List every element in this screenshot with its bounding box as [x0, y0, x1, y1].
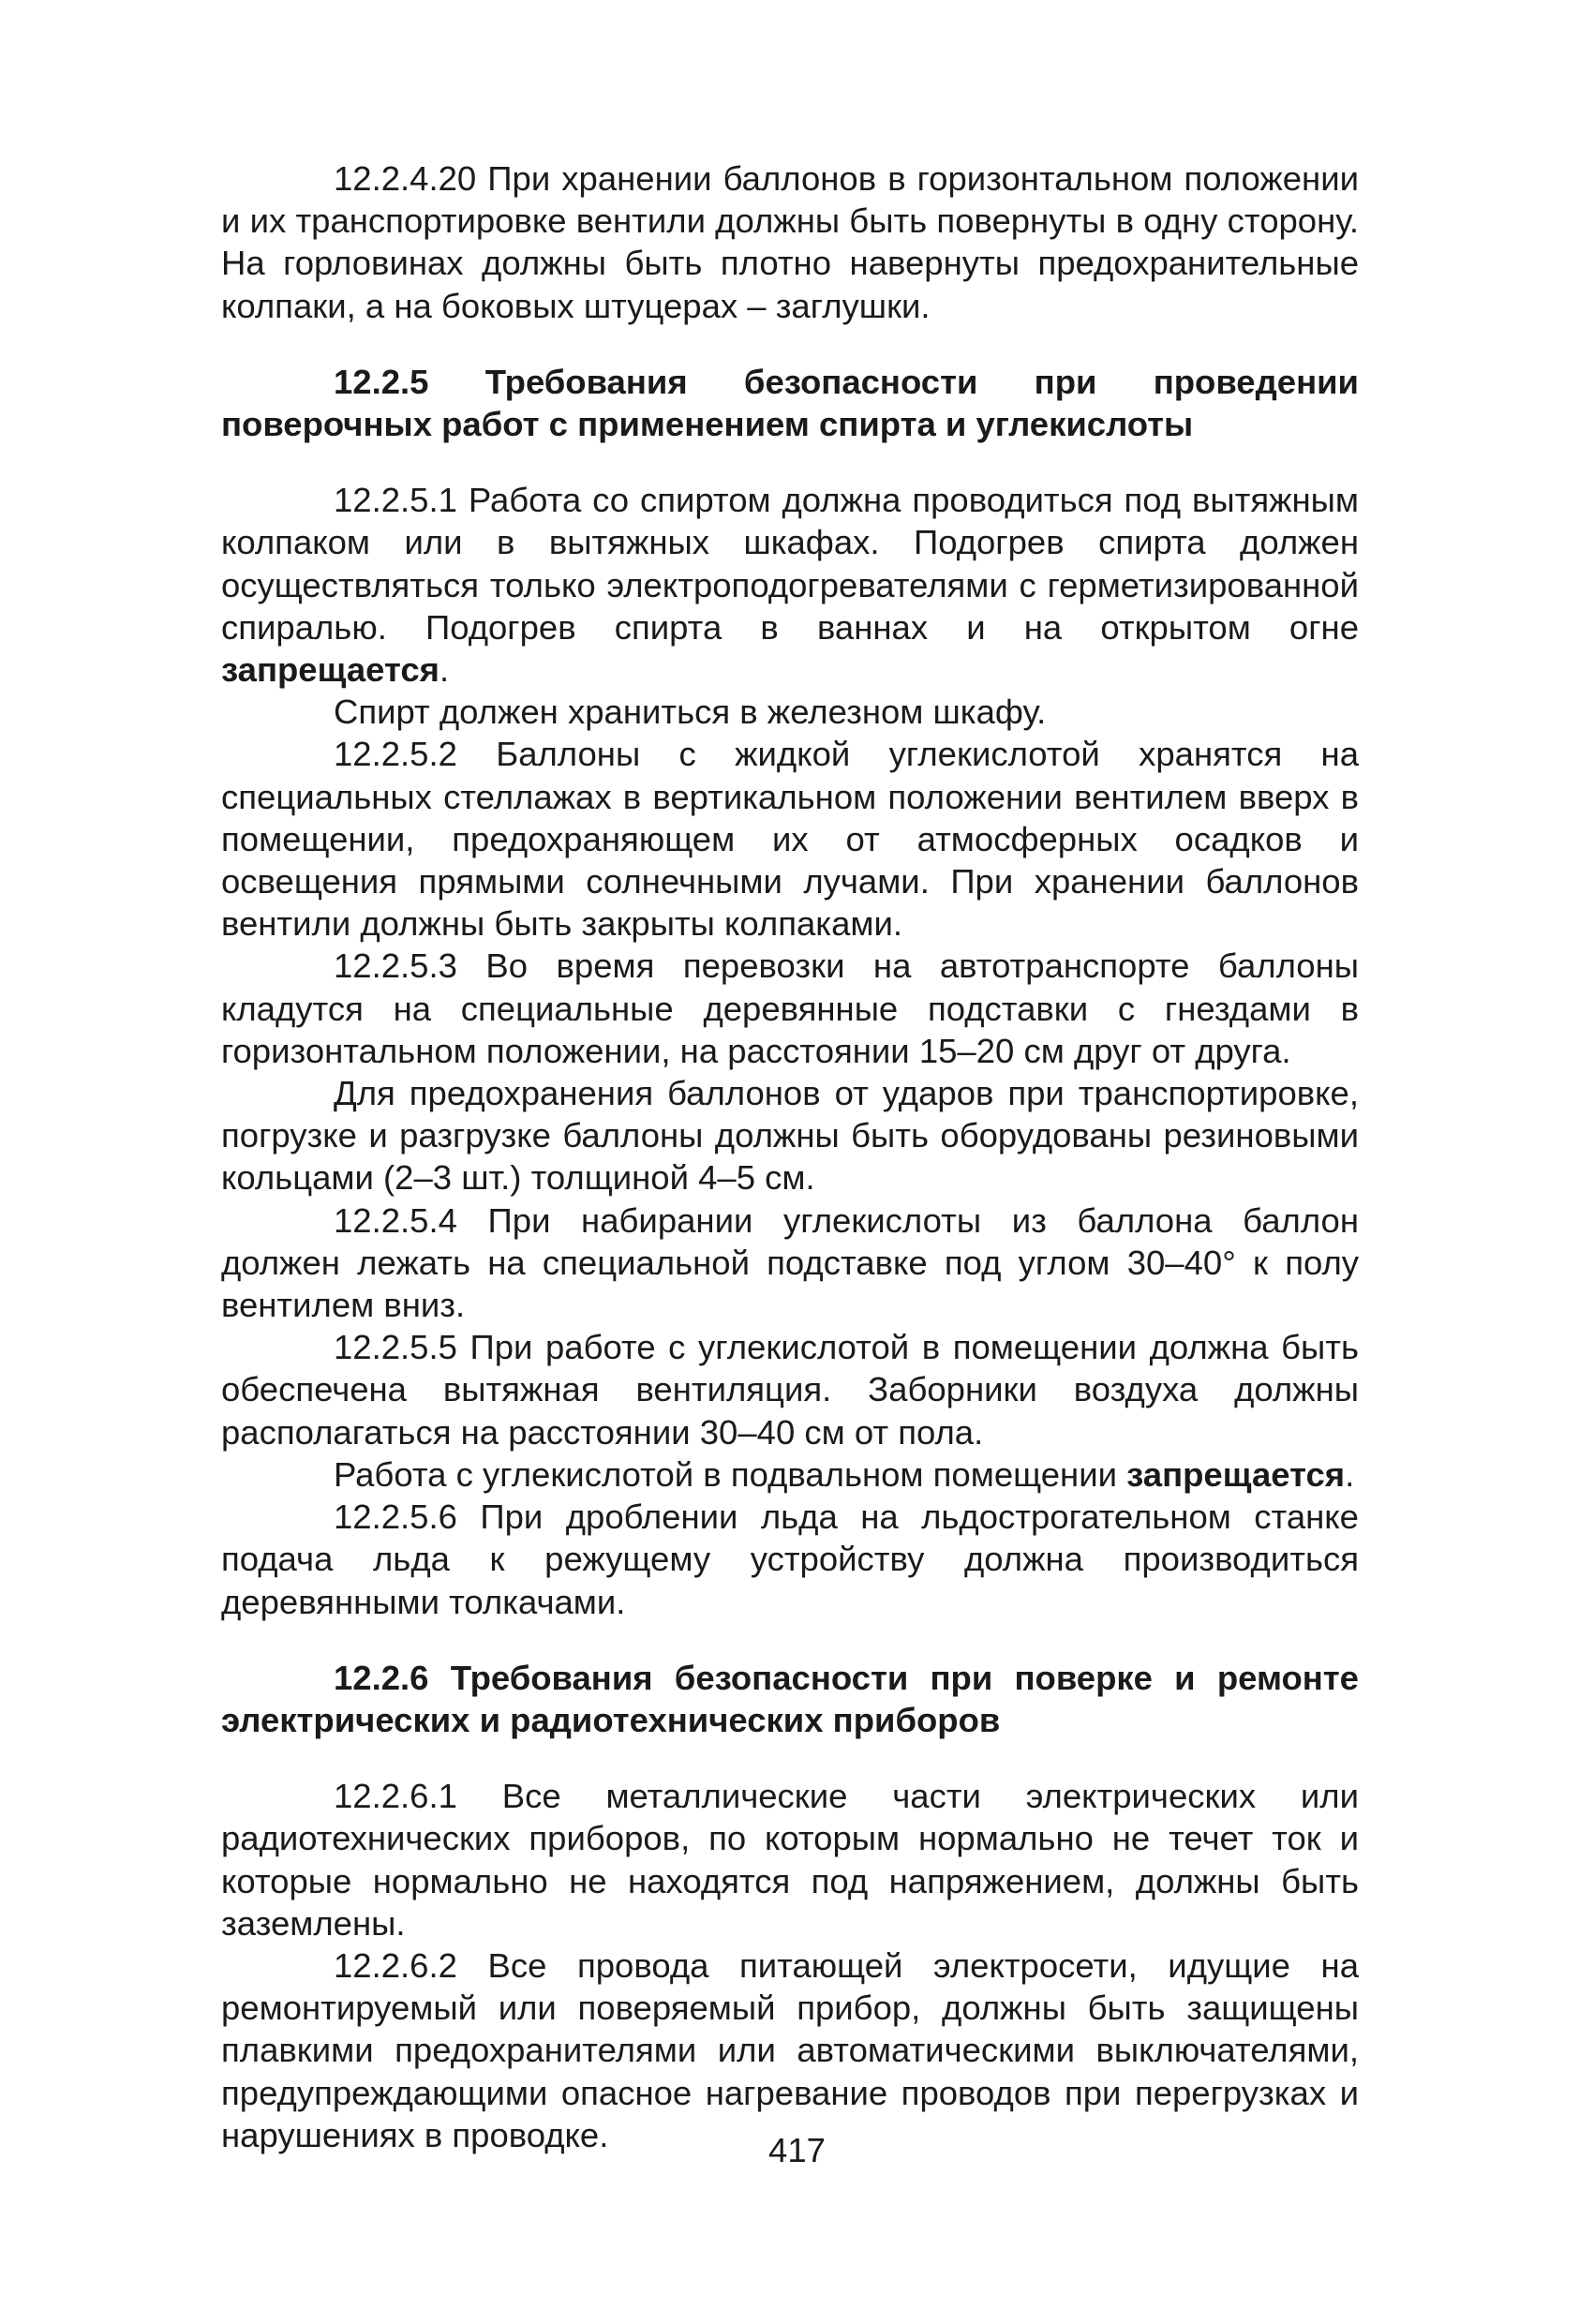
paragraph-end: .: [439, 650, 450, 690]
emphasis-prohibited: запрещается: [221, 650, 439, 690]
page-number: 417: [768, 2131, 826, 2169]
paragraph-12-2-5-6: 12.2.5.6 При дроблении льда на льдострогательном станке подача льда к режущему устройству должна производиться деревянными толкачами.: [221, 1497, 1359, 1621]
paragraph-text: Работа с углекислотой в подвальном помещении: [334, 1454, 1127, 1494]
paragraph-12-2-5-3: 12.2.5.3 Во время перевозки на автотранспорте баллоны кладутся на специальные деревянные подставки с гнездами в горизонтальном положении, на расстоянии 15–20 см друг от друга.: [221, 946, 1359, 1070]
emphasis-prohibited: запрещается: [1126, 1454, 1346, 1494]
page-body: [221, 157, 1359, 2156]
paragraph-12-2-5-1: [221, 479, 1359, 691]
paragraph-end: .: [1345, 1454, 1355, 1494]
paragraph-basement: [221, 1453, 1359, 1496]
paragraph-12-2-4-20: 12.2.4.20 При хранении баллонов в горизонтальном положении и их транспортировке вентили должны быть повернуты в одну сторону. На горловинах должны быть плотно навернуты предохранительные колпаки, а на боковых штуцерах – заглушки.: [221, 159, 1359, 325]
paragraph-spirit-storage: Спирт должен храниться в железном шкафу.: [334, 693, 1047, 732]
section-heading-12-2-6: 12.2.6 Требования безопасности при поверке и ремонте электрических и радиотехнических приборов: [221, 1658, 1359, 1739]
paragraph-text: 12.2.5.1 Работа со спиртом должна проводиться под вытяжным колпаком или в вытяжных шкафах. Подогрев спирта должен осуществляться только электроподогревателями с герметизированной спиралью. Подогрев спирта в ваннах и на открытом огне: [221, 481, 1359, 647]
paragraph-12-2-6-1: 12.2.6.1 Все металлические части электрических или радиотехнических приборов, по которым нормально не течет ток и которые нормально не находятся под напряжением, должны быть заземлены.: [221, 1777, 1359, 1943]
paragraph-12-2-5-2: 12.2.5.2 Баллоны с жидкой углекислотой хранятся на специальных стеллажах в вертикальном положении вентилем вверх в помещении, предохраняющем их от атмосферных осадков и освещения прямыми солнечными лучами. При хранении баллонов вентили должны быть закрыты колпаками.: [221, 735, 1359, 944]
paragraph-protection: Для предохранения баллонов от ударов при транспортировке, погрузке и разгрузке баллоны должны быть оборудованы резиновыми кольцами (2–3 шт.) толщиной 4–5 см.: [221, 1074, 1359, 1198]
section-heading-12-2-5: 12.2.5 Требования безопасности при проведении поверочных работ с применением спирта и углекислоты: [221, 362, 1359, 444]
paragraph-12-2-5-5: 12.2.5.5 При работе с углекислотой в помещении должна быть обеспечена вытяжная вентиляция. Заборники воздуха должны располагаться на расстоянии 30–40 см от пола.: [221, 1328, 1359, 1452]
paragraph-12-2-5-4: 12.2.5.4 При набирании углекислоты из баллона баллон должен лежать на специальной подставке под углом 30–40° к полу вентилем вниз.: [221, 1200, 1359, 1325]
paragraph-12-2-6-2: 12.2.6.2 Все провода питающей электросети, идущие на ремонтируемый или поверяемый прибор, должны быть защищены плавкими предохранителями или автоматическими выключателями, предупреждающими опасное нагревание проводов при перегрузках и нарушениях в проводке.: [221, 1945, 1359, 2154]
